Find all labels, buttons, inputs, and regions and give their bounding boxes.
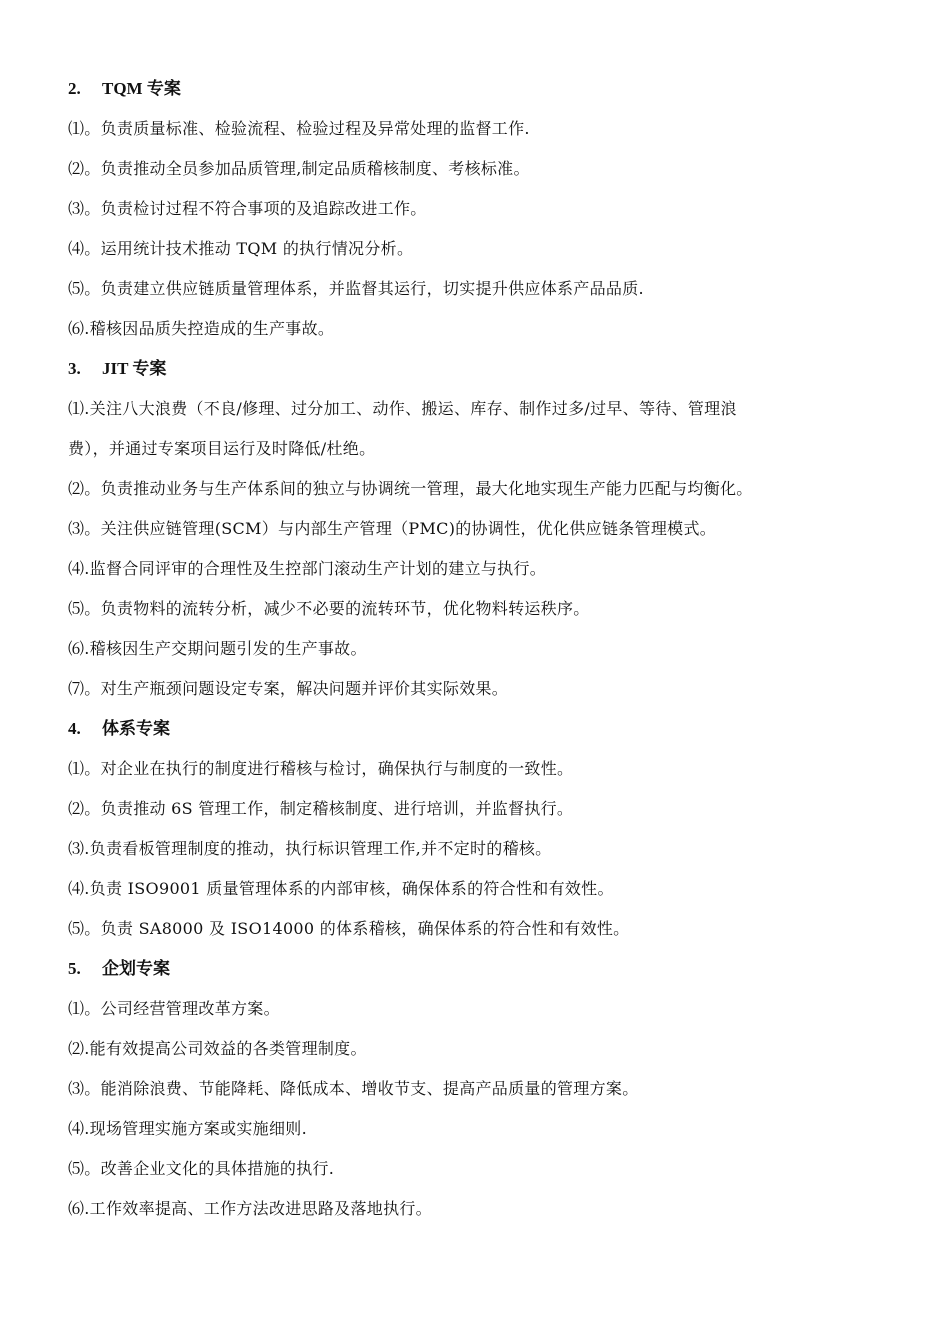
list-item: ⑴。负责质量标准、检验流程、检验过程及异常处理的监督工作. bbox=[68, 119, 530, 138]
section-tqm bbox=[68, 78, 888, 358]
list-item: ⑷.监督合同评审的合理性及生控部门滚动生产计划的建立与执行。 bbox=[68, 559, 547, 578]
section-number: 4. bbox=[68, 719, 81, 738]
list-item: ⑸。负责 SA8000 及 ISO14000 的体系稽核，确保体系的符合性和有效性。 bbox=[68, 919, 630, 938]
list-item: ⑵。负责推动全员参加品质管理,制定品质稽核制度、考核标准。 bbox=[68, 159, 530, 178]
section-number: 2. bbox=[68, 79, 81, 98]
list-item: ⑶。关注供应链管理(SCM）与内部生产管理（PMC)的协调性，优化供应链条管理模式。 bbox=[68, 519, 717, 538]
section-title: TQM 专案 bbox=[102, 79, 181, 98]
list-item: ⑹.稽核因生产交期问题引发的生产事故。 bbox=[68, 639, 367, 658]
list-item: ⑵。负责推动业务与生产体系间的独立与协调统一管理，最大化地实现生产能力匹配与均衡化。 bbox=[68, 479, 753, 498]
section-heading bbox=[68, 718, 888, 758]
list-item: ⑹.稽核因品质失控造成的生产事故。 bbox=[68, 319, 335, 338]
section-title: 体系专案 bbox=[102, 719, 170, 738]
section-jit bbox=[68, 358, 888, 718]
list-item: ⑴。公司经营管理改革方案。 bbox=[68, 999, 280, 1018]
list-item: ⑶。能消除浪费、节能降耗、降低成本、增收节支、提高产品质量的管理方案。 bbox=[68, 1079, 639, 1098]
list-item bbox=[68, 398, 888, 478]
document-page bbox=[68, 78, 888, 1238]
section-heading bbox=[68, 358, 888, 398]
list-item: ⑶。负责检讨过程不符合事项的及追踪改进工作。 bbox=[68, 199, 427, 218]
section-system bbox=[68, 718, 888, 958]
list-item: ⑵.能有效提高公司效益的各类管理制度。 bbox=[68, 1039, 367, 1058]
list-item: ⑸。负责物料的流转分析，减少不必要的流转环节，优化物料转运秩序。 bbox=[68, 599, 590, 618]
list-item: ⑸。改善企业文化的具体措施的执行. bbox=[68, 1159, 335, 1178]
list-item: ⑵。负责推动 6S 管理工作，制定稽核制度、进行培训，并监督执行。 bbox=[68, 799, 574, 818]
section-heading bbox=[68, 78, 888, 118]
list-item-line: 费），并通过专案项目运行及时降低/杜绝。 bbox=[68, 439, 376, 458]
section-title: 企划专案 bbox=[102, 959, 170, 978]
list-item: ⑹.工作效率提高、工作方法改进思路及落地执行。 bbox=[68, 1199, 432, 1218]
list-item: ⑺。对生产瓶颈问题设定专案，解决问题并评价其实际效果。 bbox=[68, 679, 509, 698]
list-item-line: ⑴.关注八大浪费（不良/修理、过分加工、动作、搬运、库存、制作过多/过早、等待、管理浪 bbox=[68, 399, 737, 418]
section-number: 3. bbox=[68, 359, 81, 378]
section-title: JIT 专案 bbox=[102, 359, 167, 378]
list-item: ⑴。对企业在执行的制度进行稽核与检讨，确保执行与制度的一致性。 bbox=[68, 759, 574, 778]
list-item: ⑷.现场管理实施方案或实施细则. bbox=[68, 1119, 307, 1138]
list-item: ⑸。负责建立供应链质量管理体系，并监督其运行，切实提升供应体系产品品质. bbox=[68, 279, 644, 298]
list-item: ⑶.负责看板管理制度的推动，执行标识管理工作,并不定时的稽核。 bbox=[68, 839, 552, 858]
section-planning bbox=[68, 958, 888, 1238]
section-heading bbox=[68, 958, 888, 998]
list-item: ⑷。运用统计技术推动 TQM 的执行情况分析。 bbox=[68, 239, 414, 258]
section-number: 5. bbox=[68, 959, 81, 978]
list-item: ⑷.负责 ISO9001 质量管理体系的内部审核，确保体系的符合性和有效性。 bbox=[68, 879, 614, 898]
